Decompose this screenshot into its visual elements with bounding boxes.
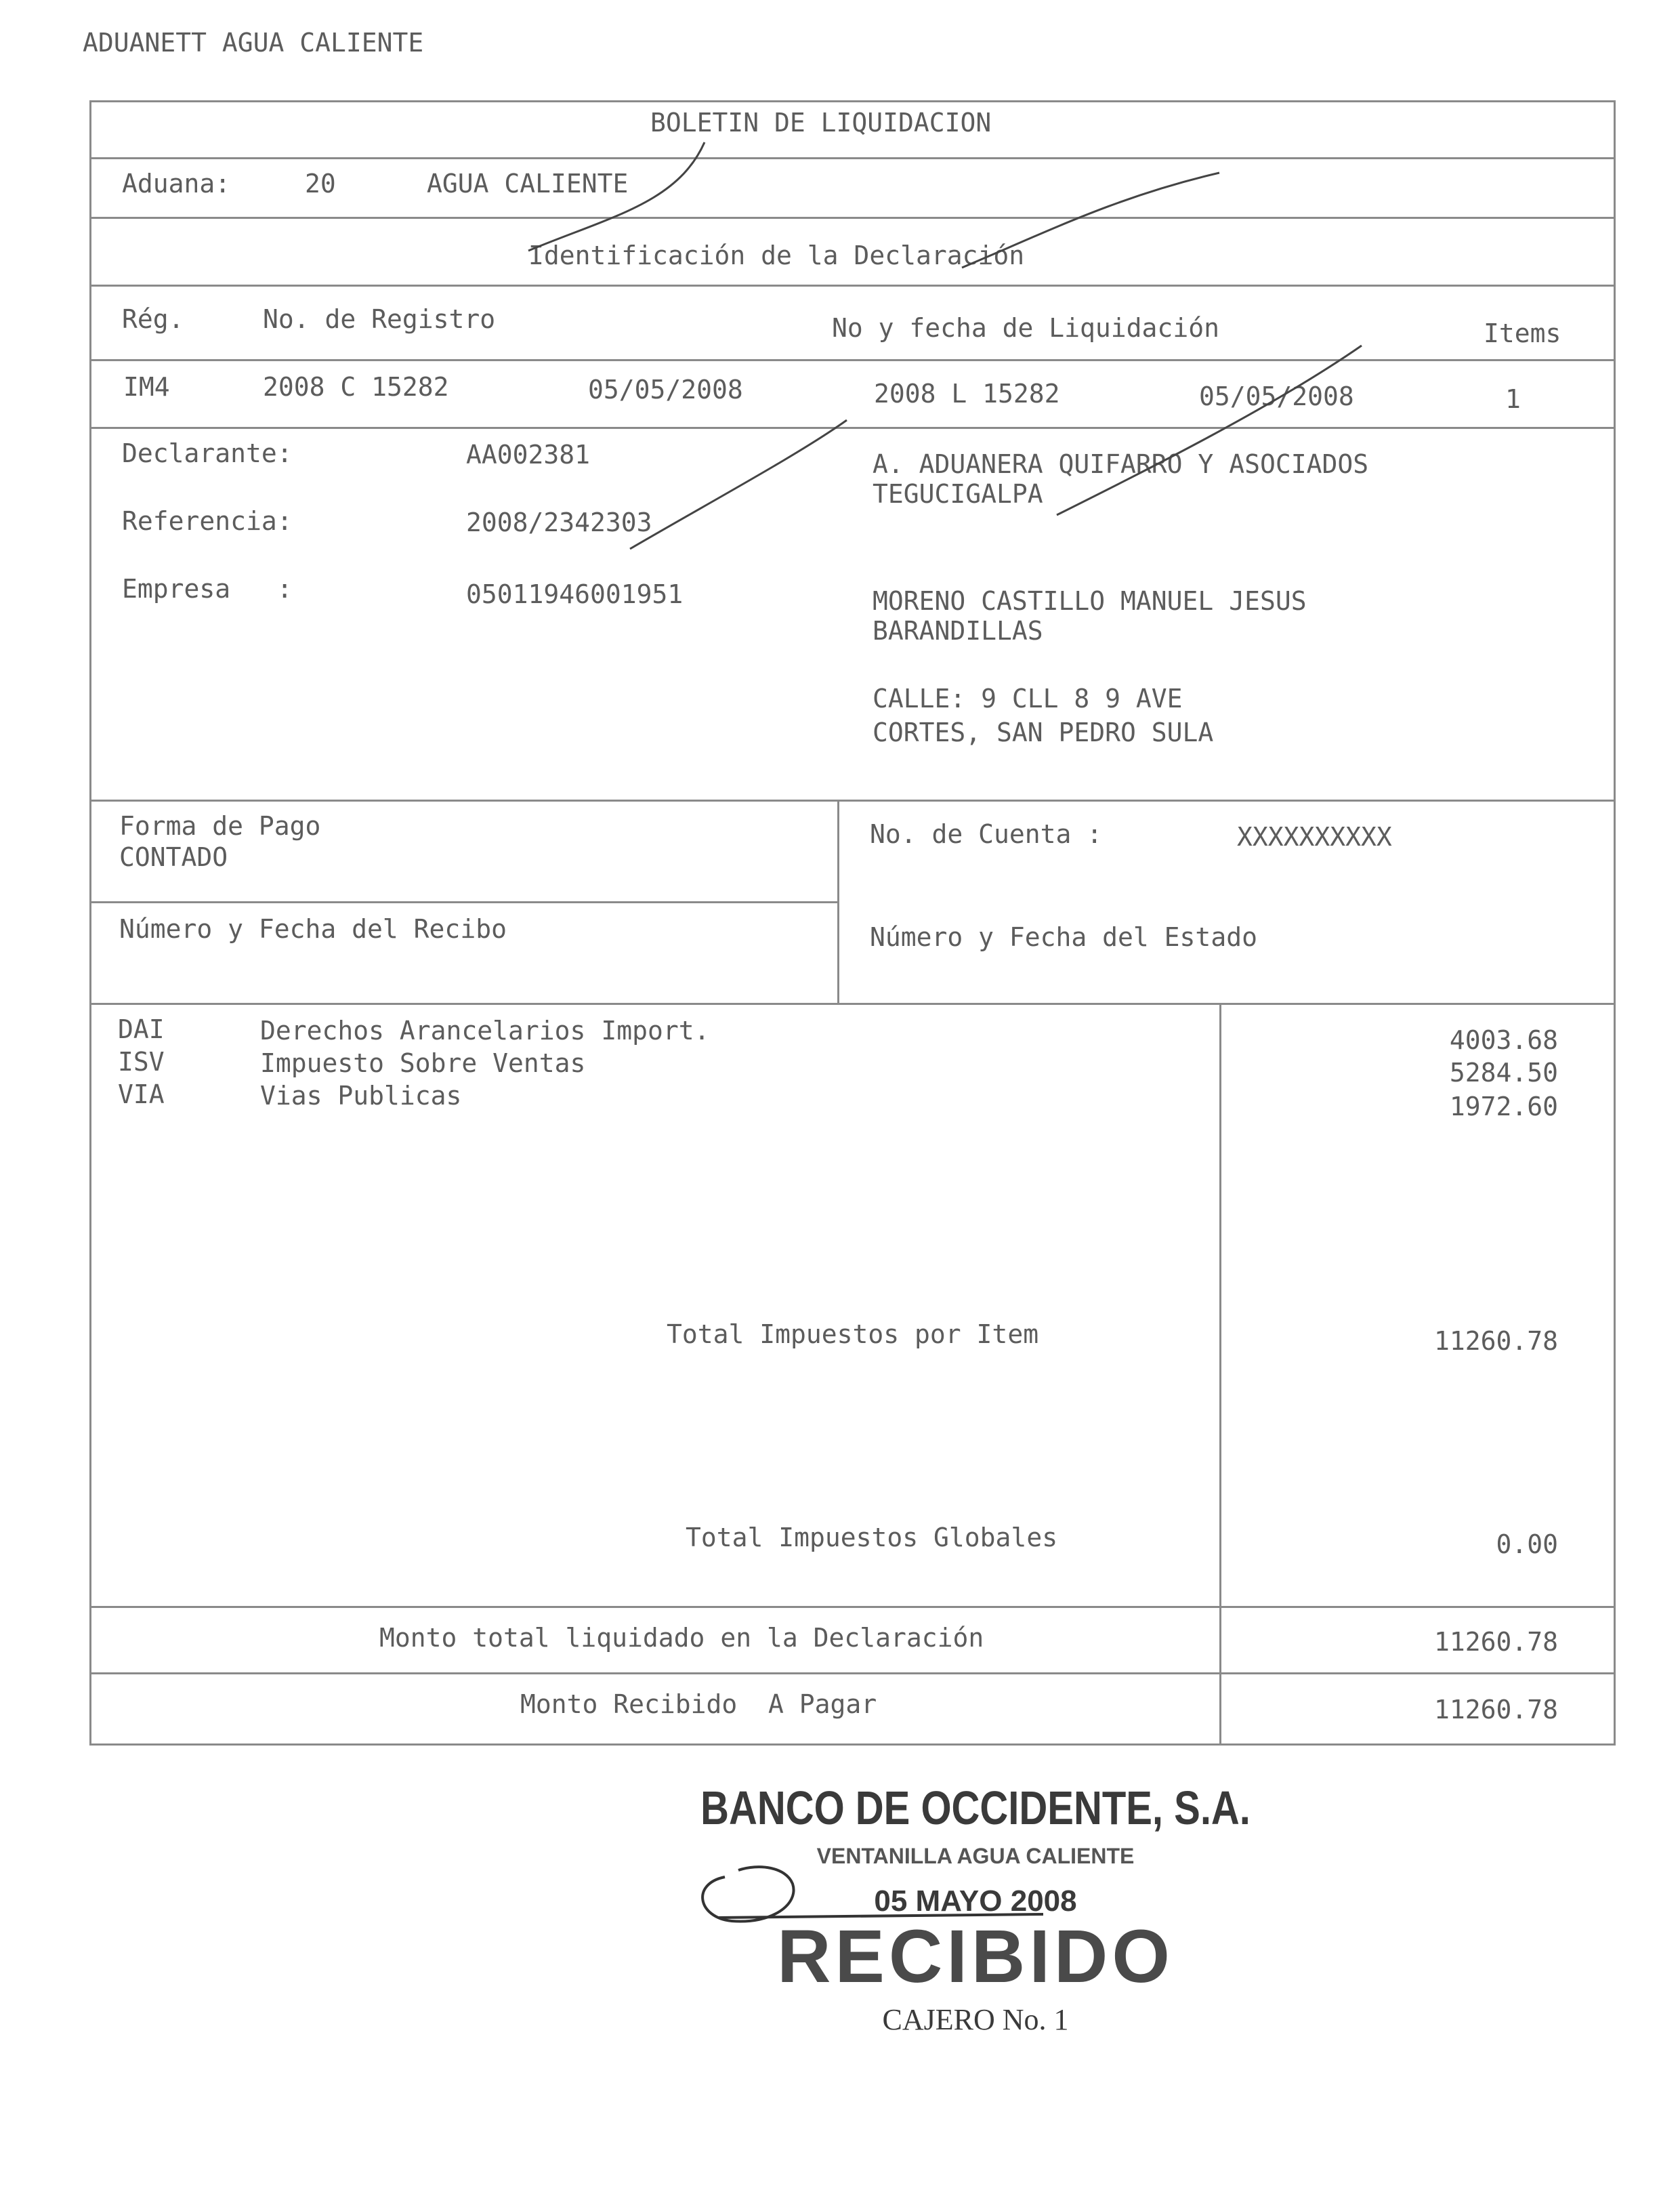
- referencia-value: 2008/2342303: [466, 508, 652, 537]
- stamp-date: 05 MAYO 2008: [874, 1884, 1077, 1918]
- declarante-label: Declarante:: [122, 438, 293, 468]
- col-registro: No. de Registro: [263, 304, 496, 334]
- monto-total-label: Monto total liquidado en la Declaración: [379, 1623, 984, 1653]
- monto-total-amount: 11260.78: [1433, 1627, 1558, 1657]
- amount-divider: [1219, 1003, 1221, 1746]
- rule-9: [89, 1606, 1616, 1608]
- estado-label: Número y Fecha del Estado: [870, 922, 1257, 952]
- referencia-label: Referencia:: [122, 506, 293, 536]
- tax-amount-dai: 4003.68: [1449, 1025, 1558, 1055]
- rule-10: [89, 1672, 1616, 1674]
- empresa-name-2: BARANDILLAS: [873, 616, 1043, 646]
- col-items: Items: [1484, 318, 1561, 348]
- col-liquidacion: No y fecha de Liquidación: [832, 313, 1219, 343]
- total-item-label: Total Impuestos por Item: [667, 1319, 1039, 1349]
- row-liquidacion-fecha: 05/05/2008: [1199, 381, 1354, 411]
- frame-bottom: [89, 1743, 1616, 1746]
- row-reg: IM4: [123, 372, 170, 402]
- monto-recibido-label: Monto Recibido A Pagar: [520, 1689, 877, 1719]
- aduana-code: 20: [305, 169, 336, 199]
- row-registro-no: 2008 C 15282: [263, 372, 449, 402]
- total-global-amount: 0.00: [1496, 1529, 1558, 1559]
- rule-7: [89, 901, 837, 903]
- stamp-cashier: CAJERO No. 1: [882, 2003, 1069, 2036]
- rule-1: [89, 157, 1616, 159]
- pago-divider: [837, 800, 839, 1003]
- empresa-addr-1: CALLE: 9 CLL 8 9 AVE: [873, 684, 1183, 714]
- row-liquidacion-no: 2008 L 15282: [874, 379, 1060, 409]
- rule-2: [89, 217, 1616, 219]
- declarante-name-2: TEGUCIGALPA: [873, 479, 1043, 509]
- forma-pago-label: Forma de Pago: [119, 811, 321, 841]
- declarante-code: AA002381: [466, 440, 591, 470]
- tax-code-dai: DAI: [118, 1014, 165, 1044]
- rule-5: [89, 427, 1616, 429]
- total-global-label: Total Impuestos Globales: [686, 1523, 1058, 1552]
- rule-3: [89, 285, 1616, 287]
- tax-desc-dai: Derechos Arancelarios Import.: [260, 1016, 710, 1046]
- empresa-name-1: MORENO CASTILLO MANUEL JESUS: [873, 586, 1307, 616]
- frame-left: [89, 100, 91, 1746]
- stamp-branch: VENTANILLA AGUA CALIENTE: [816, 1844, 1135, 1868]
- empresa-code: 05011946001951: [466, 579, 684, 609]
- monto-recibido-amount: 11260.78: [1433, 1695, 1558, 1725]
- aduana-label: Aduana:: [122, 169, 231, 199]
- row-items: 1: [1505, 384, 1521, 414]
- bank-stamp: [677, 1775, 1274, 2060]
- tax-amount-via: 1972.60: [1449, 1092, 1558, 1121]
- declarante-name-1: A. ADUANERA QUIFARRO Y ASOCIADOS: [873, 449, 1369, 479]
- bank-stamp-graphic: [677, 1775, 1274, 2060]
- cuenta-label: No. de Cuenta :: [870, 819, 1103, 849]
- form-title: BOLETIN DE LIQUIDACION: [650, 108, 992, 138]
- forma-pago-value: CONTADO: [119, 842, 228, 872]
- total-item-amount: 11260.78: [1433, 1326, 1558, 1356]
- rule-6: [89, 800, 1616, 802]
- aduana-name: AGUA CALIENTE: [427, 169, 629, 199]
- tax-desc-via: Vias Publicas: [260, 1081, 462, 1111]
- stamp-signature: [702, 1867, 793, 1921]
- empresa-addr-2: CORTES, SAN PEDRO SULA: [873, 718, 1214, 747]
- tax-amount-isv: 5284.50: [1449, 1058, 1558, 1088]
- pen-stroke-3: [630, 420, 847, 549]
- page-header: ADUANETT AGUA CALIENTE: [83, 28, 424, 58]
- cuenta-value: XXXXXXXXXX: [1237, 822, 1392, 852]
- col-reg: Rég.: [122, 304, 184, 334]
- stamp-status: RECIBIDO: [777, 1915, 1174, 1998]
- stamp-bank: BANCO DE OCCIDENTE, S.A.: [700, 1781, 1251, 1835]
- rule-4: [89, 359, 1616, 361]
- tax-code-via: VIA: [118, 1079, 165, 1109]
- row-registro-fecha: 05/05/2008: [588, 375, 743, 405]
- rule-8: [89, 1003, 1616, 1005]
- frame-right: [1614, 100, 1616, 1746]
- empresa-label: Empresa :: [122, 574, 293, 604]
- frame-top: [89, 100, 1616, 102]
- pen-stroke-4: [1057, 346, 1362, 515]
- recibo-label: Número y Fecha del Recibo: [119, 914, 507, 944]
- identification-heading: Identificación de la Declaración: [528, 241, 1025, 270]
- tax-desc-isv: Impuesto Sobre Ventas: [260, 1048, 586, 1078]
- tax-code-isv: ISV: [118, 1047, 165, 1077]
